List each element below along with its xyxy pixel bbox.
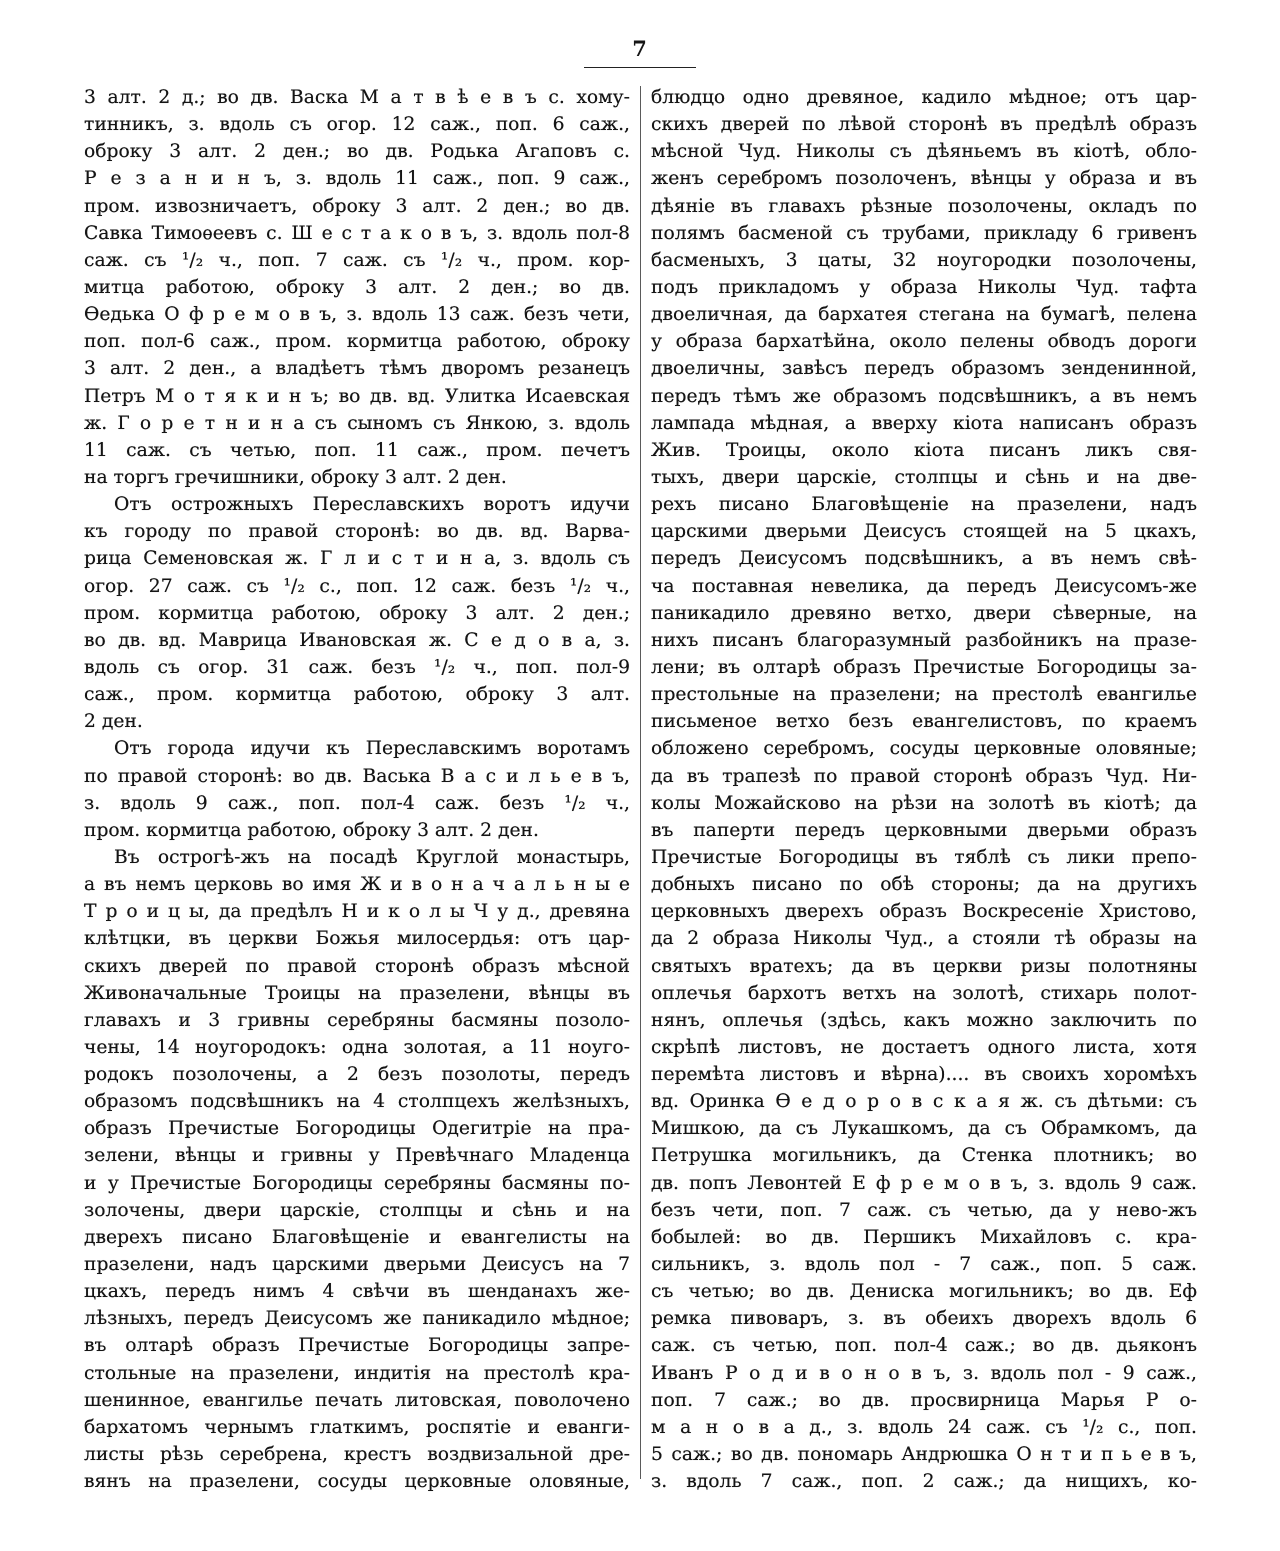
text-line: Петръ М о т я к и н ъ; во дв. вд. Улитка Исаевская: [84, 385, 630, 407]
text-line: на торгъ гречишники, оброку 3 алт. 2 ден.: [84, 466, 507, 488]
text-line: колы Можайсково на рѣзи на золотѣ въ кіотѣ; да: [651, 792, 1197, 814]
text-line: ж. Г о р е т н и н а съ сыномъ съ Янкою, з. вдоль: [84, 412, 630, 434]
text-line: Т р о и ц ы, да предѣлъ Н и к о л ы Ч у д., древяна: [84, 901, 630, 923]
text-line: 3 алт. 2 ден., а владѣетъ тѣмъ дворомъ резанецъ: [84, 358, 630, 380]
text-line: Отъ города идучи къ Переславскимъ воротамъ: [114, 738, 630, 760]
text-line: стольные на празелени, индитія на престолѣ кра-: [84, 1362, 630, 1384]
text-line: пром. извозничаетъ, оброку 3 алт. 2 ден.; во дв.: [84, 195, 630, 217]
text-line: да въ трапезѣ по правой сторонѣ образъ Чуд. Ни-: [651, 765, 1197, 787]
paragraph: [84, 844, 630, 1495]
text-line: у образа бархатѣйна, около пелены обводъ дороги: [651, 331, 1197, 353]
text-line: къ городу по правой сторонѣ: во дв. вд. Варва-: [84, 521, 630, 543]
text-line: пром. кормитца работою, оброку 3 алт. 2 ден.;: [84, 602, 630, 624]
text-line: безъ чети, поп. 7 саж. съ четью, да у нево-жъ: [651, 1199, 1197, 1221]
text-line: вдоль съ огор. 31 саж. безъ ¹/₂ ч., поп. пол-9: [84, 656, 630, 678]
text-line: письменое ветхо безъ евангелистовъ, по краемъ: [651, 711, 1197, 733]
text-line: бобылей: во дв. Першикъ Михайловъ с. кра-: [651, 1226, 1197, 1248]
text-line: лѣзныхъ, передъ Деисусомъ же паникадило мѣдное;: [84, 1308, 630, 1330]
text-line: святыхъ вратехъ; да въ церкви ризы полотняны: [651, 955, 1197, 977]
text-line: саж., пром. кормитца работою, оброку 3 алт.: [84, 684, 630, 706]
text-column-right: [651, 84, 1197, 1495]
text-line: лени; въ олтарѣ образъ Пречистые Богородицы за-: [651, 656, 1197, 678]
text-line: ча поставная невелика, да передъ Деисусомъ-же: [651, 575, 1197, 597]
text-line: престольные на празелени; на престолѣ евангилье: [651, 684, 1197, 706]
text-line: двоеличны, завѣсъ передъ образомъ зенденинной,: [651, 358, 1197, 380]
text-line: клѣтцки, въ церкви Божья милосердья: отъ цар-: [84, 928, 630, 950]
text-line: да 2 образа Николы Чуд., а стояли тѣ образы на: [651, 928, 1197, 950]
text-line: Иванъ Р о д и в о н о в ъ, з. вдоль пол - 9 саж.,: [651, 1362, 1197, 1384]
paragraph: [651, 84, 1197, 1495]
text-line: царскими дверьми Деисусъ стоящей на 5 цкахъ,: [651, 521, 1197, 543]
text-line: родокъ позолочены, а 2 безъ позолоты, передъ: [84, 1064, 630, 1086]
text-line: образомъ подсвѣшникъ на 4 столпцехъ желѣзныхъ,: [84, 1091, 630, 1113]
text-line: двоеличная, да бархатея стегана на бумагѣ, пелена: [651, 304, 1197, 326]
text-line: Живоначальные Троицы на празелени, вѣнцы въ: [84, 982, 630, 1004]
text-line: поп. 7 саж.; во дв. просвирница Марья Р о-: [651, 1389, 1197, 1411]
text-line: нянъ, оплечья (здѣсь, какъ можно заключить по: [651, 1009, 1197, 1031]
text-line: а въ немъ церковь во имя Ж и в о н а ч а л ь н ы е: [84, 874, 630, 896]
paragraph: [84, 491, 630, 735]
text-line: полямъ басменой съ трубами, прикладу 6 гривенъ: [651, 222, 1197, 244]
text-line: по правой сторонѣ: во дв. Васька В а с и л ь е в ъ,: [84, 765, 630, 787]
text-line: золочены, двери царскіе, столпцы и сѣнь и на: [84, 1199, 630, 1221]
text-line: 11 саж. съ четью, поп. 11 саж., пром. печетъ: [84, 439, 630, 461]
text-line: чены, 14 ноугородокъ: одна золотая, а 11 ноуго-: [84, 1036, 630, 1058]
text-line: передъ Деисусомъ подсвѣшникъ, а въ немъ свѣ-: [651, 548, 1197, 570]
text-line: Савка Тимоѳеевъ с. Ш е с т а к о в ъ, з. вдоль пол-8: [84, 222, 630, 244]
text-line: Мишкою, да съ Лукашкомъ, да съ Обрамкомъ, да: [651, 1118, 1197, 1140]
text-line: дѣяніе въ главахъ рѣзные позолочены, окладъ по: [651, 195, 1197, 217]
text-line: Въ острогѣ-жъ на посадѣ Круглой монастырь,: [114, 846, 630, 868]
text-line: съ четью; во дв. Дениска могильникъ; во дв. Еф: [651, 1281, 1197, 1303]
text-line: поп. пол-6 саж., пром. кормитца работою, оброку: [84, 331, 630, 353]
text-line: оплечья бархотъ ветхъ на золотѣ, стихарь полот-: [651, 982, 1197, 1004]
text-line: дв. попъ Левонтей Е ф р е м о в ъ, з. вдоль 9 саж.: [651, 1172, 1197, 1194]
text-line: Пречистые Богородицы въ тяблѣ съ лики препо-: [651, 846, 1197, 868]
text-line: нихъ писанъ благоразумный разбойникъ на празе-: [651, 629, 1197, 651]
text-line: огор. 27 саж. съ ¹/₂ с., поп. 12 саж. безъ ¹/₂ ч.,: [84, 575, 630, 597]
text-line: оброку 3 алт. 2 ден.; во дв. Родька Агаповъ с.: [84, 141, 630, 163]
text-line: 3 алт. 2 д.; во дв. Васка М а т в ѣ е в ъ с. хому-: [84, 87, 630, 108]
text-line: главахъ и 3 гривны серебряны басмяны позоло-: [84, 1009, 630, 1031]
text-line: празелени, надъ царскими дверьми Деисусъ на 7: [84, 1254, 630, 1276]
text-line: сильникъ, з. вдоль пол - 7 саж., поп. 5 саж.: [651, 1254, 1197, 1276]
text-line: Р е з а н и н ъ, з. вдоль 11 саж., поп. 9 саж.,: [84, 168, 630, 190]
text-line: скрѣпѣ листовъ, не достаетъ одного листа, хотя: [651, 1036, 1197, 1058]
text-line: перемѣта листовъ и вѣрна).... въ своихъ хоромѣхъ: [651, 1064, 1197, 1086]
text-line: вянъ на празелени, сосуды церковные оловяные,: [84, 1471, 630, 1493]
text-line: вд. Оринка Ѳ е д о р о в с к а я ж. съ дѣтьми: съ: [651, 1091, 1197, 1113]
text-line: образъ Пречистые Богородицы Одегитріе на пра-: [84, 1118, 630, 1140]
text-line: саж. съ четью, поп. пол-4 саж.; во дв. дьяконъ: [651, 1335, 1197, 1357]
text-line: басменыхъ, 3 цаты, 32 ноугородки позолочены,: [651, 249, 1197, 271]
text-line: зелени, вѣнцы и гривны у Превѣчнаго Младенца: [84, 1145, 630, 1167]
text-line: саж. съ ¹/₂ ч., поп. 7 саж. съ ¹/₂ ч., пром. кор-: [84, 249, 630, 271]
text-line: рехъ писано Благовѣщеніе на празелени, надъ: [651, 494, 1197, 516]
text-line: шенинное, евангилье печать литовская, поволочено: [84, 1389, 630, 1411]
text-line: лампада мѣдная, а вверху кіота написанъ образъ: [651, 412, 1197, 434]
text-line: митца работою, оброку 3 алт. 2 ден.; во дв.: [84, 276, 630, 298]
text-line: церковныхъ дверехъ образъ Воскресеніе Христово,: [651, 901, 1197, 923]
text-line: передъ тѣмъ же образомъ подсвѣшникъ, а въ немъ: [651, 385, 1197, 407]
text-line: м а н о в а д., з. вдоль 24 саж. съ ¹/₂ с., поп.: [651, 1416, 1197, 1438]
text-line: ремка пивоваръ, з. въ обеихъ дворехъ вдоль 6: [651, 1308, 1197, 1330]
text-line: 2 ден.: [84, 711, 143, 733]
text-line: цкахъ, передъ нимъ 4 свѣчи въ шенданахъ же-: [84, 1281, 630, 1303]
paragraph: [84, 735, 630, 844]
text-line: скихъ дверей по лѣвой сторонѣ въ предѣлѣ образъ: [651, 114, 1197, 136]
column-divider-rule: [640, 86, 641, 1479]
paragraph: [84, 84, 630, 491]
text-line: дверехъ писано Благовѣщеніе и евангелисты на: [84, 1226, 630, 1248]
page-header: [0, 0, 1280, 68]
text-line: пром. кормитца работою, оброку 3 алт. 2 ден.: [84, 819, 539, 841]
text-line: подъ прикладомъ у образа Николы Чуд. тафта: [651, 276, 1197, 298]
text-line: въ паперти передъ церковными дверьми образъ: [651, 819, 1197, 841]
text-column-left: [84, 84, 630, 1495]
text-line: з. вдоль 7 саж., поп. 2 саж.; да нищихъ, ко-: [651, 1471, 1197, 1493]
text-columns: [0, 84, 1280, 1495]
text-line: тинникъ, з. вдоль съ огор. 12 саж., поп. 6 саж.,: [84, 114, 630, 136]
text-line: женъ серебромъ позолоченъ, вѣнцы у образа и въ: [651, 168, 1197, 190]
text-line: з. вдоль 9 саж., поп. пол-4 саж. безъ ¹/₂ ч.,: [84, 792, 630, 814]
text-line: листы рѣзь серебрена, крестъ воздвизальной дре-: [84, 1444, 630, 1466]
text-line: добныхъ писано по обѣ стороны; да на другихъ: [651, 874, 1197, 896]
text-line: бархатомъ чернымъ глаткимъ, роспятіе и еванги-: [84, 1416, 630, 1438]
page-number: 7: [584, 36, 696, 68]
text-line: въ олтарѣ образъ Пречистые Богородицы запре-: [84, 1335, 630, 1357]
text-line: Петрушка могильникъ, да Стенка плотникъ; во: [651, 1145, 1197, 1167]
text-line: рица Семеновская ж. Г л и с т и н а, з. вдоль съ: [84, 548, 630, 570]
text-line: обложено серебромъ, сосуды церковные оловяные;: [651, 738, 1197, 760]
text-line: и у Пречистые Богородицы серебряны басмяны по-: [84, 1172, 630, 1194]
text-line: 5 саж.; во дв. пономарь Андрюшка О н т и п ь е в ъ,: [651, 1444, 1197, 1466]
text-line: мѣсной Чуд. Николы съ дѣяньемъ въ кіотѣ, обло-: [651, 141, 1197, 163]
text-line: тыхъ, двери царскіе, столпцы и сѣнь и на две-: [651, 466, 1197, 488]
text-line: во дв. вд. Маврица Ивановская ж. С е д о в а, з.: [84, 629, 630, 651]
text-line: скихъ дверей по правой сторонѣ образъ мѣсной: [84, 955, 630, 977]
text-line: блюдцо одно древяное, кадило мѣдное; отъ цар-: [651, 87, 1197, 108]
text-line: Ѳедька О ф р е м о в ъ, з. вдоль 13 саж. безъ чети,: [84, 304, 630, 326]
text-line: Жив. Троицы, около кіота писанъ ликъ свя-: [651, 439, 1197, 461]
text-line: Отъ острожныхъ Переславскихъ воротъ идучи: [114, 494, 630, 516]
text-line: паникадило древяно ветхо, двери сѣверные, на: [651, 602, 1197, 624]
